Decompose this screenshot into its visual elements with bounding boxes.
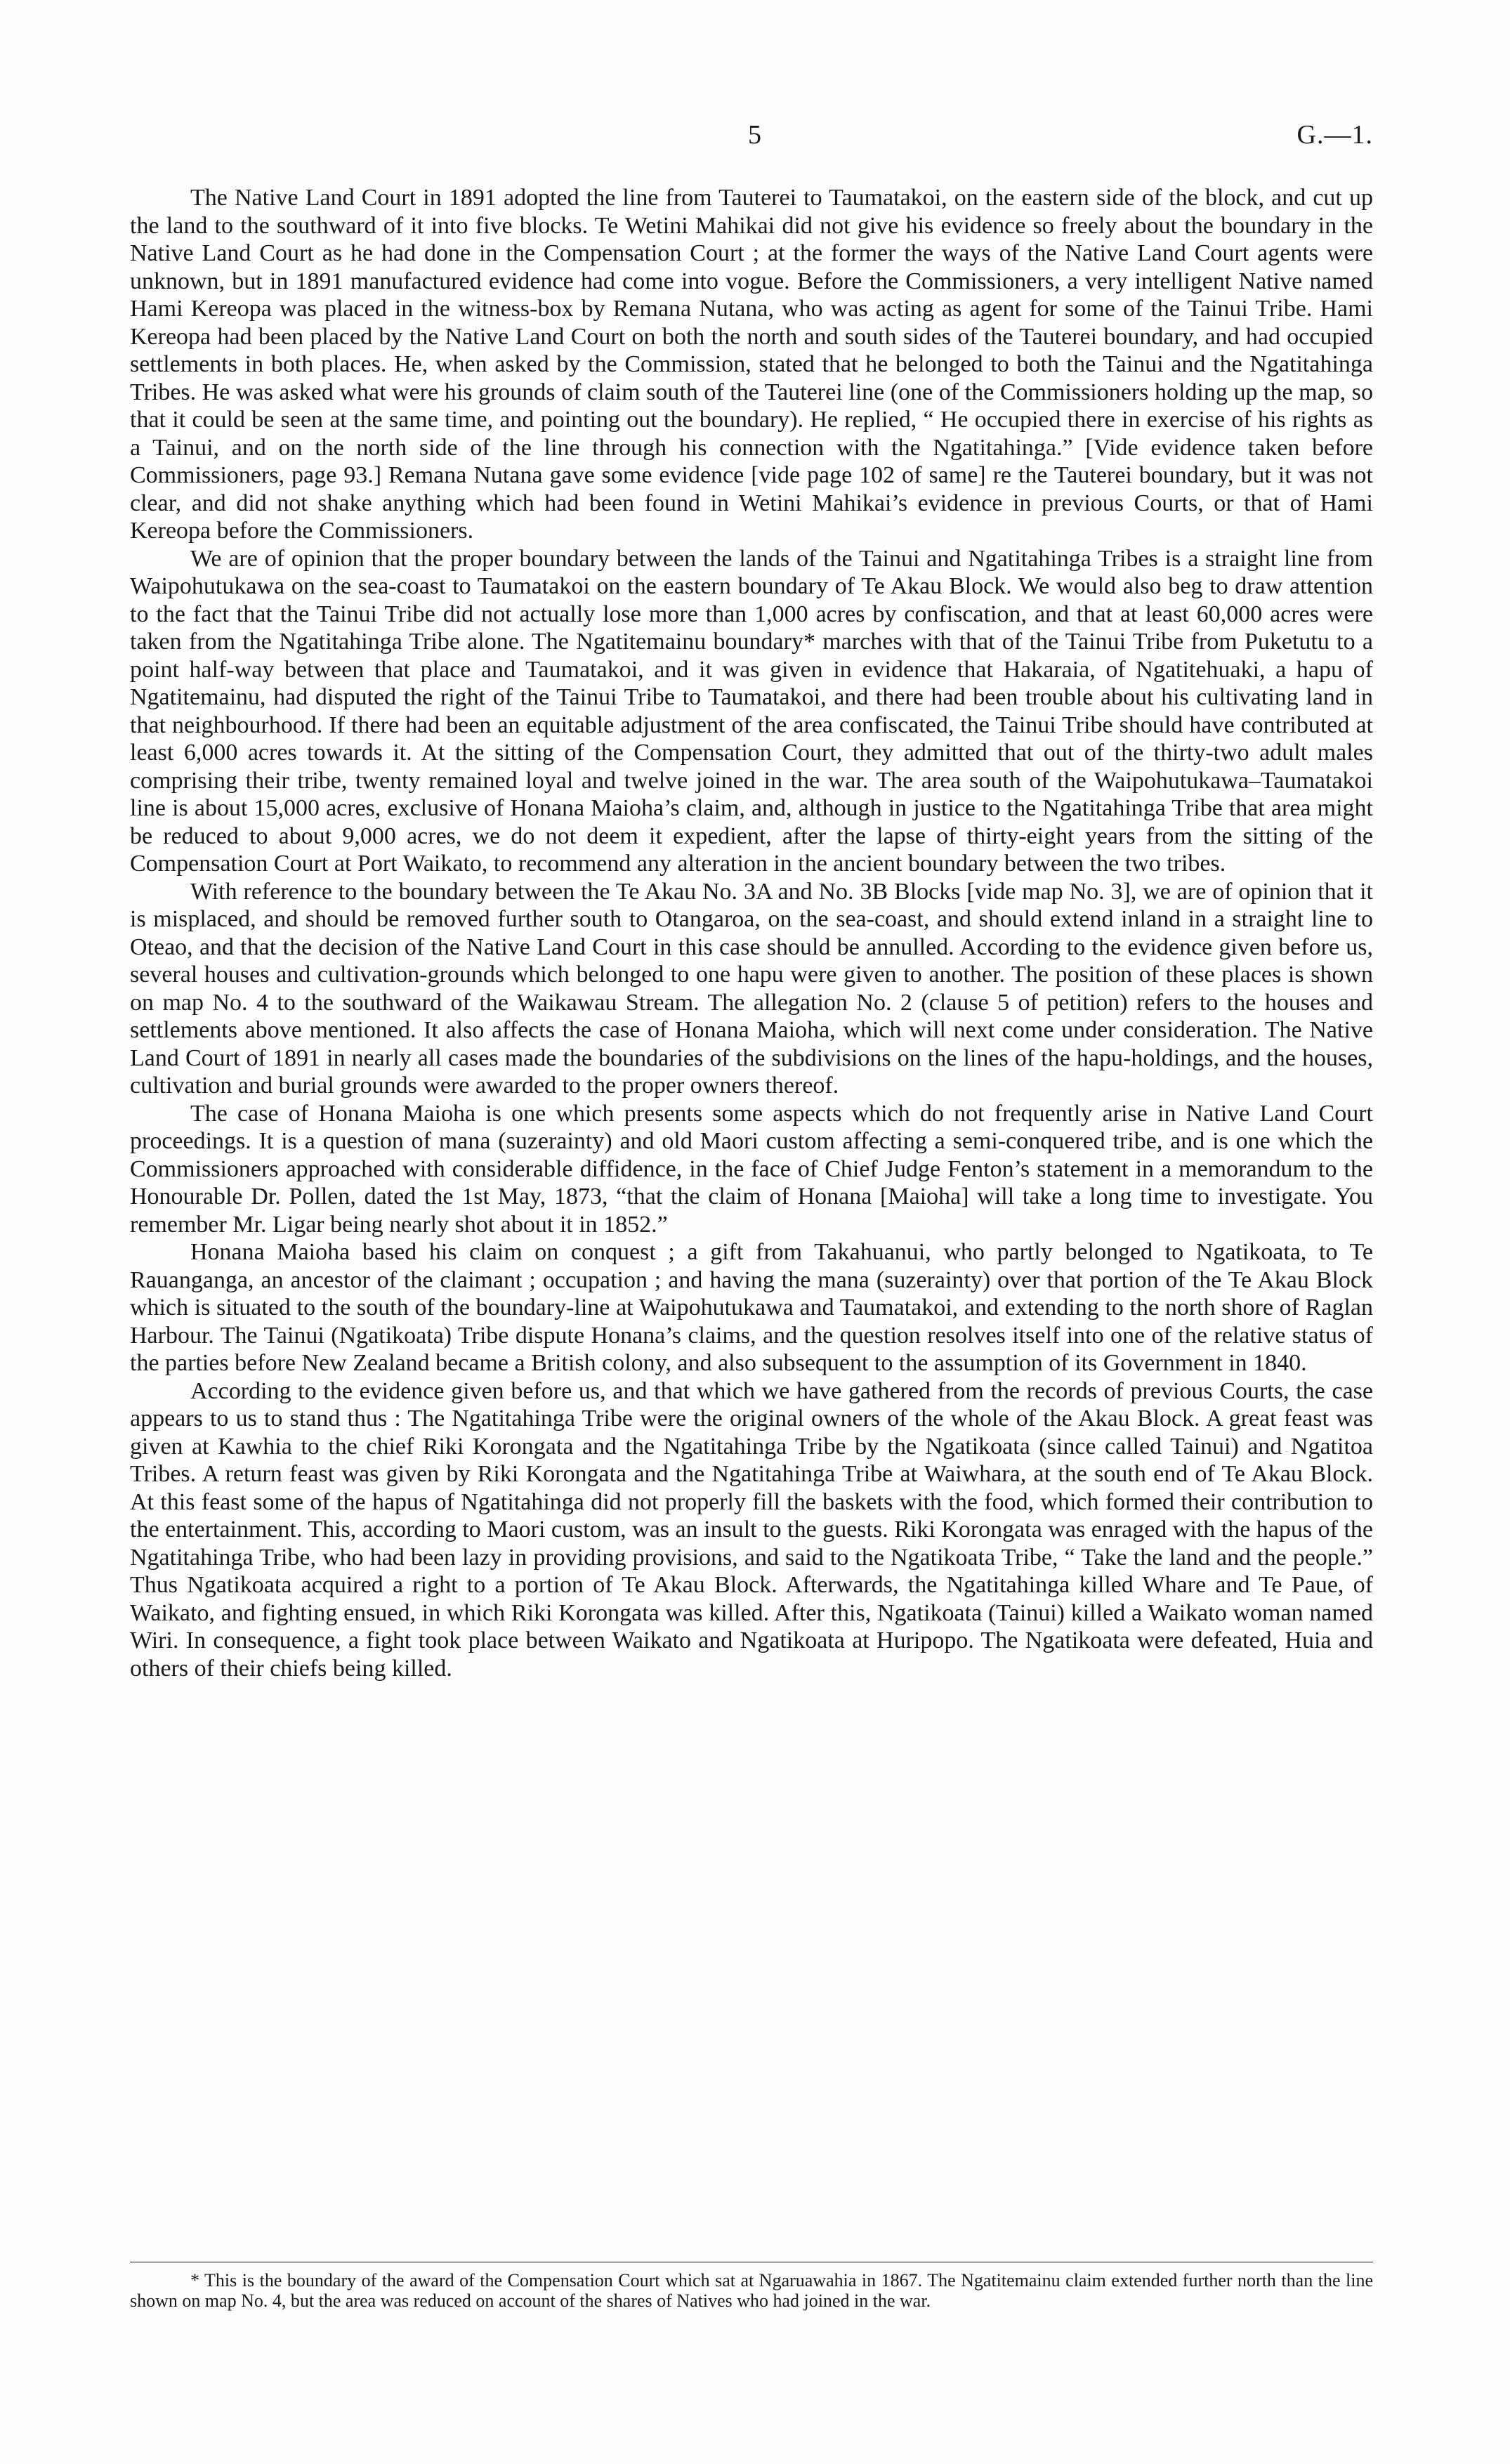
page-number: 5 bbox=[748, 120, 761, 150]
footnote bbox=[130, 2270, 1373, 2311]
footnote-text: * This is the boundary of the award of the Compensation Court which sat at Ngaruawahia in 1867. The Ngatitemainu claim extended further north than the line shown on map No. 4, but the area was reduced on account of the shares of Natives who had joined in the war. bbox=[130, 2270, 1373, 2311]
paragraph: The case of Honana Maioha is one which presents some aspects which do not frequently arise in Native Land Court proceedings. It is a question of mana (suzerainty) and old Maori custom affecting a semi-conquered tribe, and is one which the Commissioners approached with considerable diffidence, in the face of Chief Judge Fenton’s statement in a memorandum to the Honourable Dr. Pollen, dated the 1st May, 1873, “that the claim of Honana [Maioha] will take a long time to investigate. You remember Mr. Ligar being nearly shot about it in 1852.” bbox=[130, 1100, 1373, 1238]
page-header bbox=[130, 119, 1373, 162]
paragraph: The Native Land Court in 1891 adopted the line from Tauterei to Taumatakoi, on the eastern side of the block, and cut up the land to the southward of it into five blocks. Te Wetini Mahikai did not give his evidence so freely about the boundary in the Native Land Court as he had done in the Compensation Court ; at the former the ways of the Native Land Court agents were unknown, but in 1891 manufactured evidence had come into vogue. Before the Commissioners, a very intelligent Native named Hami Kereopa was placed in the witness-box by Remana Nutana, who was acting as agent for some of the Tainui Tribe. Hami Kereopa had been placed by the Native Land Court on both the north and south sides of the Tauterei boundary, and had occupied settlements in both places. He, when asked by the Commission, stated that he belonged to both the Tainui and the Ngatitahinga Tribes. He was asked what were his grounds of claim south of the Tauterei line (one of the Commissioners holding up the map, so that it could be seen at the same time, and pointing out the boundary). He replied, “ He occupied there in exercise of his rights as a Tainui, and on the north side of the line through his connection with the Ngatitahinga.” [Vide evidence taken before Commissioners, page 93.] Remana Nutana gave some evidence [vide page 102 of same] re the Tauterei boundary, but it was not clear, and did not shake anything which had been found in Wetini Mahikai’s evidence in previous Courts, or that of Hami Kereopa before the Commissioners. bbox=[130, 185, 1373, 544]
paragraph: We are of opinion that the proper boundary between the lands of the Tainui and Ngatitahinga Tribes is a straight line from Waipohutukawa on the sea-coast to Taumatakoi on the eastern boundary of Te Akau Block. We would also beg to draw attention to the fact that the Tainui Tribe did not actually lose more than 1,000 acres by confiscation, and that at least 60,000 acres were taken from the Ngatitahinga Tribe alone. The Ngatitemainu boundary* marches with that of the Tainui Tribe from Puketutu to a point half-way between that place and Taumatakoi, and it was given in evidence that Hakaraia, of Ngatitehuaki, a hapu of Ngatitemainu, had disputed the right of the Tainui Tribe to Taumatakoi, and there had been trouble about his cultivating land in that neighbourhood. If there had been an equitable adjustment of the area confiscated, the Tainui Tribe should have contributed at least 6,000 acres towards it. At the sitting of the Compensation Court, they admitted that out of the thirty-two adult males comprising their tribe, twenty remained loyal and twelve joined in the war. The area south of the Waipohutukawa–Taumatakoi line is about 15,000 acres, exclusive of Honana Maioha’s claim, and, although in justice to the Ngatitahinga Tribe that area might be reduced to about 9,000 acres, we do not deem it expedient, after the lapse of thirty-eight years from the sitting of the Compensation Court at Port Waikato, to recommend any alteration in the ancient boundary between the two tribes. bbox=[130, 545, 1373, 877]
paragraph: According to the evidence given before us, and that which we have gathered from the records of previous Courts, the case appears to us to stand thus : The Ngatitahinga Tribe were the original owners of the whole of the Akau Block. A great feast was given at Kawhia to the chief Riki Korongata and the Ngatitahinga Tribe by the Ngatikoata (since called Tainui) and Ngatitoa Tribes. A return feast was given by Riki Korongata and the Ngatitahinga Tribe at Waiwhara, at the south end of Te Akau Block. At this feast some of the hapus of Ngatitahinga did not properly fill the baskets with the food, which formed their contribution to the entertainment. This, according to Maori custom, was an insult to the guests. Riki Korongata was enraged with the hapus of the Ngatitahinga Tribe, who had been lazy in providing provisions, and said to the Ngatikoata Tribe, “ Take the land and the people.” Thus Ngatikoata acquired a right to a portion of Te Akau Block. Afterwards, the Ngatitahinga killed Whare and Te Paue, of Waikato, and fighting ensued, in which Riki Korongata was killed. After this, Ngatikoata (Tainui) killed a Waikato woman named Wiri. In consequence, a fight took place between Waikato and Ngatikoata at Huripopo. The Ngatikoata were defeated, Huia and others of their chiefs being killed. bbox=[130, 1377, 1373, 1682]
paragraph: Honana Maioha based his claim on conquest ; a gift from Takahuanui, who partly belonged to Ngatikoata, to Te Rauanganga, an ancestor of the claimant ; occupation ; and having the mana (suzerainty) over that portion of the Te Akau Block which is situated to the south of the boundary-line at Waipohutukawa and Taumatakoi, and extending to the north shore of Raglan Harbour. The Tainui (Ngatikoata) Tribe dispute Honana’s claims, and the question resolves itself into one of the relative status of the parties before New Zealand became a British colony, and also subsequent to the assumption of its Government in 1840. bbox=[130, 1239, 1373, 1376]
paragraph: With reference to the boundary between the Te Akau No. 3A and No. 3B Blocks [vide map No. 3], we are of opinion that it is misplaced, and should be removed further south to Otangaroa, on the sea-coast, and should extend inland in a straight line to Oteao, and that the decision of the Native Land Court in this case should be annulled. According to the evidence given before us, several houses and cultivation-grounds which belonged to one hapu were given to another. The position of these places is shown on map No. 4 to the southward of the Waikawau Stream. The allegation No. 2 (clause 5 of petition) refers to the houses and settlements above mentioned. It also affects the case of Honana Maioha, which will next come under consideration. The Native Land Court of 1891 in nearly all cases made the boundaries of the subdivisions on the lines of the hapu-holdings, and the houses, cultivation and burial grounds were awarded to the proper owners thereof. bbox=[130, 878, 1373, 1099]
document-code: G.—1. bbox=[1296, 120, 1373, 150]
body-text bbox=[130, 184, 1373, 1682]
